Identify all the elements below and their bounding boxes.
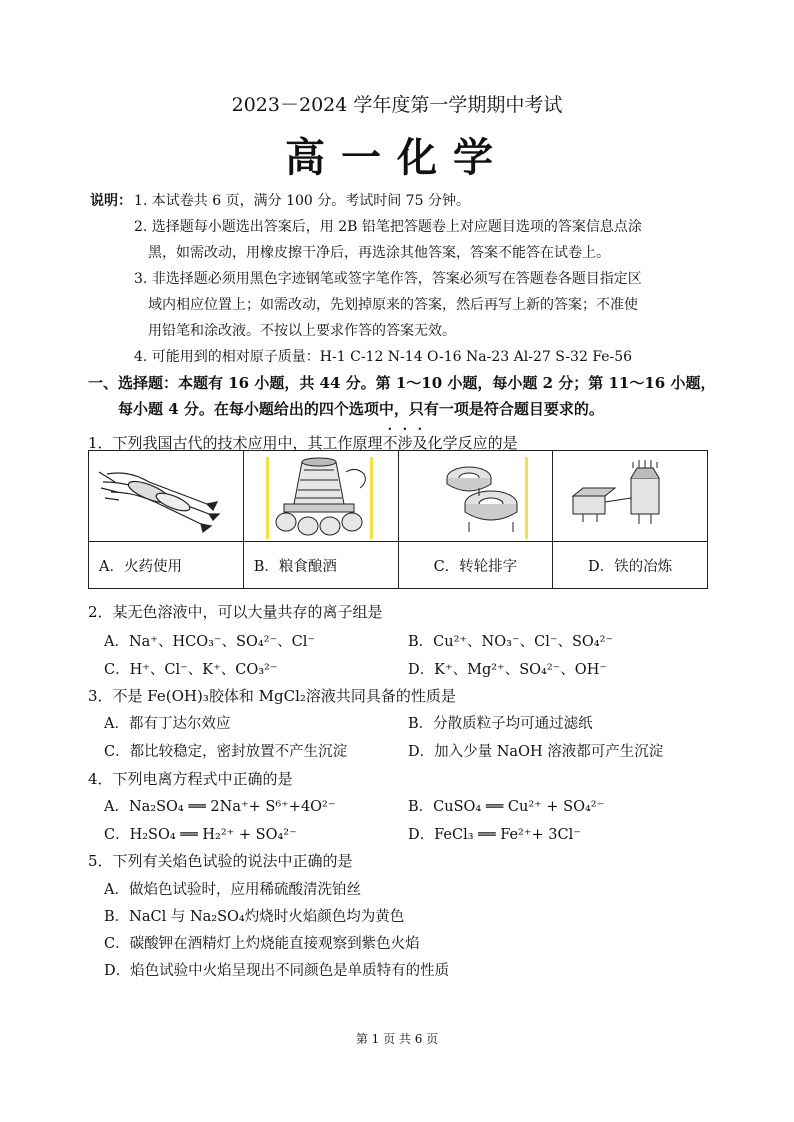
q5-stem: 5．下列有关焰色试验的说法中正确的是 bbox=[88, 852, 353, 870]
q1-image-c bbox=[398, 451, 553, 542]
q1-option-a[interactable]: A．火药使用 bbox=[89, 542, 244, 589]
note-3-cont-2: 用铅笔和涂改液。不按以上要求作答的答案无效。 bbox=[148, 323, 456, 339]
note-3: 3. 非选择题必须用黑色字迹钢笔或签字笔作答，答案必须写在答题卷各题目指定区 bbox=[134, 271, 642, 287]
q1-option-c[interactable]: C．转轮排字 bbox=[398, 542, 553, 589]
q5-option-a[interactable]: A．做焰色试验时，应用稀硫酸清洗铂丝 bbox=[104, 882, 361, 898]
note-2-cont: 黑，如需改动，用橡皮擦干净后，再选涂其他答案，答案不能答在试卷上。 bbox=[148, 245, 610, 261]
q2-option-c[interactable]: C．H⁺、Cl⁻、K⁺、CO₃²⁻ bbox=[104, 662, 278, 678]
note-2: 2. 选择题每小题选出答案后，用 2B 铅笔把答题卷上对应题目选项的答案信息点涂 bbox=[134, 219, 642, 235]
q1-stem bbox=[88, 425, 518, 453]
note-3-cont-1: 域内相应位置上；如需改动，先划掉原来的答案，然后再写上新的答案；不准使 bbox=[148, 297, 638, 313]
type-wheel-illustration bbox=[399, 452, 569, 540]
q5-option-c[interactable]: C．碳酸钾在酒精灯上灼烧能直接观察到紫色火焰 bbox=[104, 936, 420, 952]
q4-option-c[interactable]: C．H₂SO₄ ══ H₂²⁺ + SO₄²⁻ bbox=[104, 827, 297, 843]
q1-image-b-marker bbox=[266, 457, 269, 539]
q1-image-d bbox=[553, 451, 708, 542]
page-footer: 第 1 页 共 6 页 bbox=[355, 1032, 439, 1046]
q3-option-d[interactable]: D．加入少量 NaOH 溶液都可产生沉淀 bbox=[408, 744, 664, 760]
q3-stem: 3．不是 Fe(OH)₃胶体和 MgCl₂溶液共同具备的性质是 bbox=[88, 687, 456, 705]
q4-stem: 4．下列电离方程式中正确的是 bbox=[88, 770, 293, 788]
notes-label: 说明： bbox=[90, 193, 132, 209]
q2-option-b[interactable]: B．Cu²⁺、NO₃⁻、Cl⁻、SO₄²⁻ bbox=[408, 634, 614, 650]
section-heading: 一、选择题：本题有 16 小题，共 44 分。第 1～10 小题，每小题 2 分；第 11～16 小题， bbox=[88, 374, 716, 392]
q2-option-a[interactable]: A．Na⁺、HCO₃⁻、SO₄²⁻、Cl⁻ bbox=[104, 634, 316, 650]
note-1: 1. 本试卷共 6 页，满分 100 分。考试时间 75 分钟。 bbox=[134, 193, 470, 209]
q4-option-b[interactable]: B．CuSO₄ ══ Cu²⁺ + SO₄²⁻ bbox=[408, 799, 605, 815]
section-heading-cont: 每小题 4 分。在每小题给出的四个选项中，只有一项是符合题目要求的。 bbox=[118, 400, 604, 418]
q1-option-d[interactable]: D．铁的冶炼 bbox=[553, 542, 708, 589]
q1-stem-part2: 化学反应的是 bbox=[427, 434, 518, 452]
q3-option-b[interactable]: B．分散质粒子均可通过滤纸 bbox=[408, 716, 593, 732]
q1-image-b-marker-2 bbox=[370, 457, 373, 539]
q2-stem: 2．某无色溶液中，可以大量共存的离子组是 bbox=[88, 603, 383, 621]
q4-option-d[interactable]: D．FeCl₃ ══ Fe²⁺+ 3Cl⁻ bbox=[408, 827, 581, 843]
q1-image-b bbox=[243, 451, 398, 542]
iron-smelting-illustration bbox=[553, 452, 703, 540]
subject-title: 高一化学 bbox=[285, 134, 509, 181]
q5-option-d[interactable]: D．焰色试验中火焰呈现出不同颜色是单质特有的性质 bbox=[104, 963, 450, 979]
q1-stem-part1: 1．下列我国古代的技术应用中，其工作原理 bbox=[88, 434, 383, 452]
q1-stem-emphasis: 不涉及 bbox=[382, 434, 428, 452]
q5-option-b[interactable]: B．NaCl 与 Na₂SO₄灼烧时火焰颜色均为黄色 bbox=[104, 909, 405, 925]
q4-option-a[interactable]: A．Na₂SO₄ ══ 2Na⁺+ S⁶⁺+4O²⁻ bbox=[104, 799, 336, 815]
q1-option-b[interactable]: B．粮食酿酒 bbox=[243, 542, 398, 589]
q1-image-c-marker bbox=[525, 457, 528, 539]
q3-option-a[interactable]: A．都有丁达尔效应 bbox=[104, 716, 231, 732]
exam-title: 2023－2024 学年度第一学期期中考试 bbox=[231, 94, 563, 116]
q2-option-d[interactable]: D．K⁺、Mg²⁺、SO₄²⁻、OH⁻ bbox=[408, 662, 607, 678]
note-4: 4. 可能用到的相对原子质量：H-1 C-12 N-14 O-16 Na-23 Al-27 S-32 Fe-56 bbox=[134, 349, 633, 365]
q1-image-table bbox=[88, 450, 708, 589]
gunpowder-arrow-illustration bbox=[89, 452, 229, 540]
q1-image-a bbox=[89, 451, 244, 542]
q3-option-c[interactable]: C．都比较稳定，密封放置不产生沉淀 bbox=[104, 744, 348, 760]
